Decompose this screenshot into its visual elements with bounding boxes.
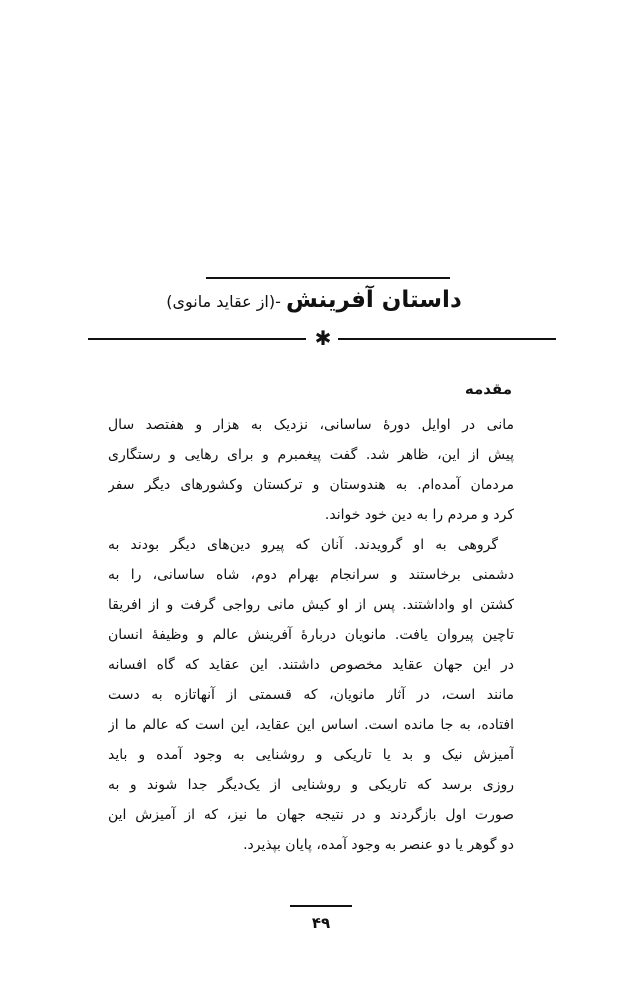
chapter-title-subtitle: -(از عقاید مانوی)	[166, 292, 281, 311]
text-line: دو گوهر یا دو عنصر به وجود آمده، پایان بپذیرد.	[243, 837, 514, 853]
text-line: افتاده، به جا مانده است. اساس این عقاید، این است که عالم ما از	[108, 717, 514, 733]
ornament-line-right	[338, 338, 556, 340]
text-line: روزی برسد که تاریکی و روشنایی از یک‌دیگر جدا شوند و به	[108, 777, 514, 793]
asterisk-ornament-icon: ✱	[314, 326, 332, 350]
text-line: گروهی به او گرویدند. آنان که پیرو دین‌های دیگر بودند به	[108, 537, 498, 553]
text-line: آمیزش نیک و بد یا تاریکی و روشنایی به وجود آمده و باید	[108, 747, 514, 763]
page-number: ۴۹	[311, 914, 331, 932]
ornament-line-left	[88, 338, 306, 340]
title-ornament-divider	[88, 328, 556, 350]
chapter-title-main: داستان آفرینش	[285, 287, 462, 313]
text-line: کشتن او واداشتند. پس از او کیش مانی رواجی گرفت و از افریقا	[108, 597, 514, 613]
text-line: مانند است، در آثار مانویان، که قسمتی از آنهاتازه به دست	[108, 687, 514, 703]
text-line: دشمنی برخاستند و سرانجام بهرام دوم، شاه ساسانی، را به	[108, 567, 514, 583]
text-line: پیش از این، ظاهر شد. گفت پیغمبرم و برای رهایی و رستگاری	[108, 447, 514, 463]
text-line: مردمان آمده‌ام. به هندوستان و ترکستان وکشورهای دیگر سفر	[108, 477, 514, 493]
body-text	[108, 410, 514, 860]
paragraph-2	[108, 530, 514, 860]
text-line: صورت اول بازگردند و در نتیجه جهان ما نیز، که از آمیزش این	[108, 807, 514, 823]
title-top-rule	[206, 277, 450, 279]
text-line: تاچین پیروان یافت. مانویان دربارهٔ آفرینش عالم و وظیفهٔ انسان	[108, 627, 514, 643]
chapter-title	[150, 287, 478, 327]
text-line: مانی در اوایل دورهٔ ساسانی، نزدیک به هزار و هفتصد سال	[108, 417, 514, 433]
paragraph-1	[108, 410, 514, 530]
text-line: در این جهان عقاید مخصوص داشتند. این عقاید که گاه افسانه	[108, 657, 514, 673]
text-line: کرد و مردم را به دین خود خواند.	[324, 507, 514, 523]
section-heading: مقدمه	[464, 380, 512, 398]
page-number-rule	[290, 905, 352, 907]
